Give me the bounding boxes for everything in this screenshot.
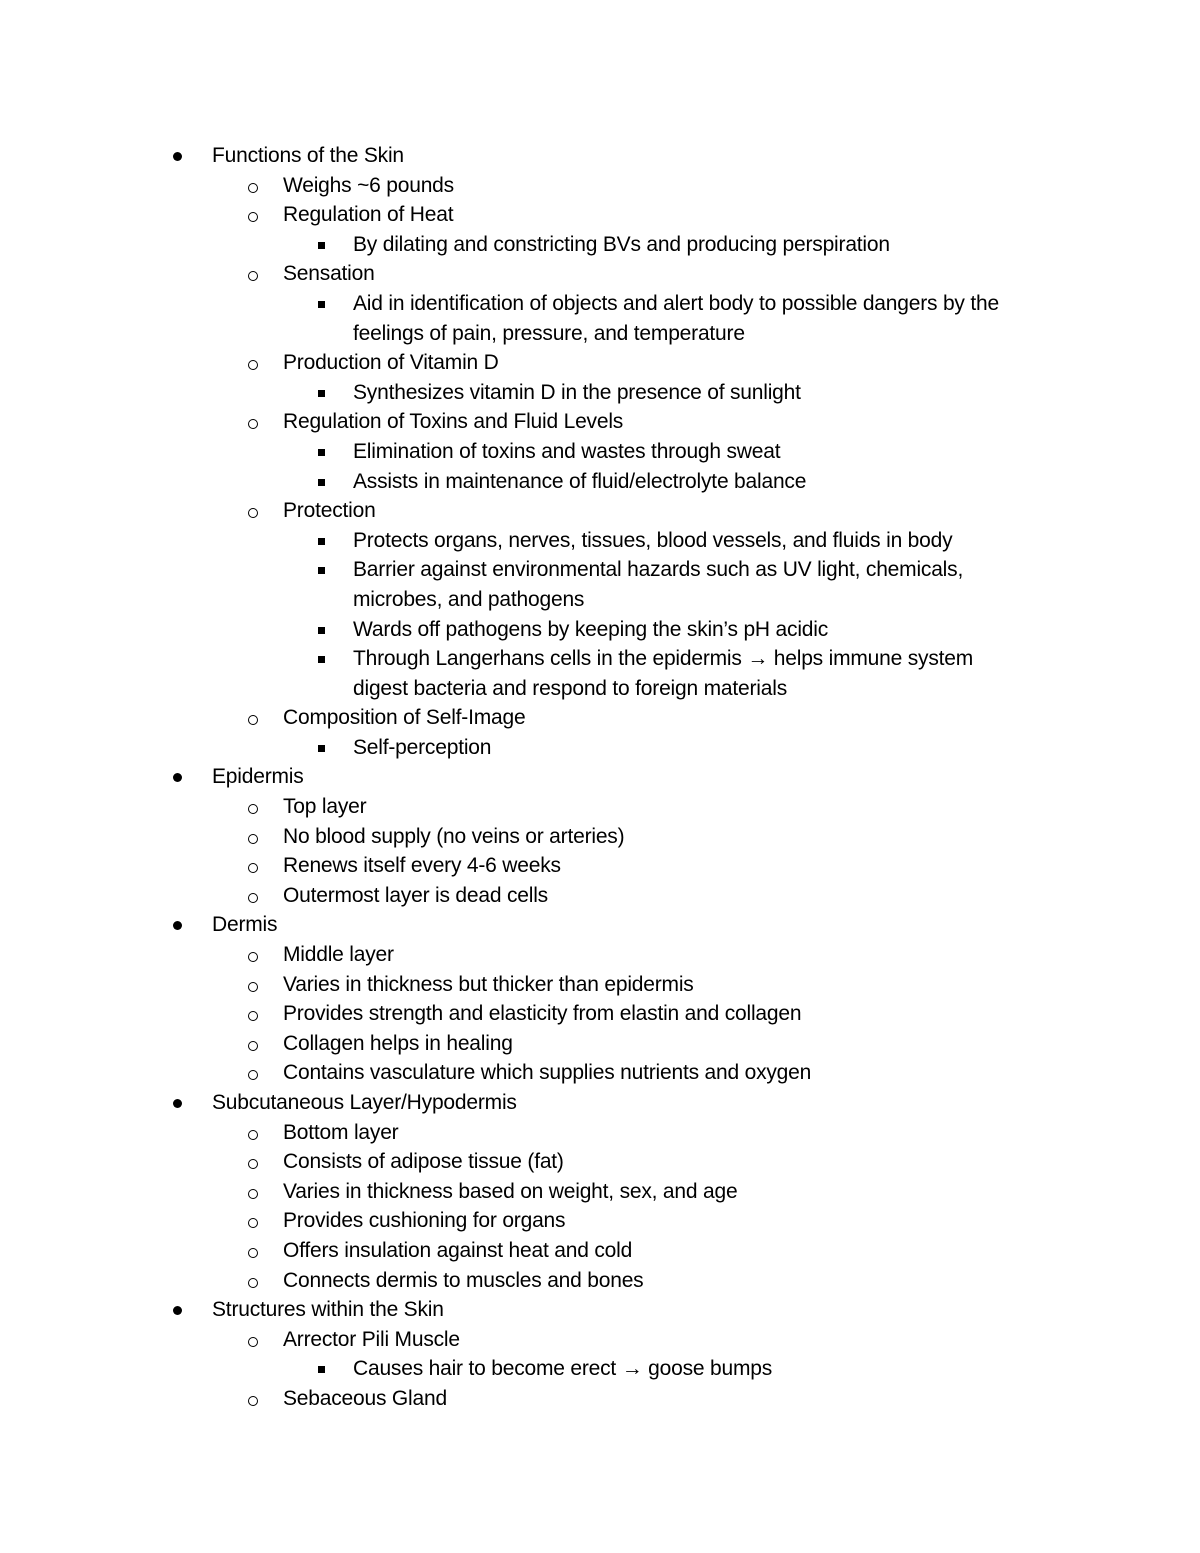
bullet-circle-icon	[248, 881, 258, 913]
outline-item-text-continuation: feelings of pain, pressure, and temperature	[353, 321, 745, 345]
outline-item-text: Epidermis	[212, 765, 304, 789]
bullet-circle-icon	[248, 200, 258, 232]
outline-item-text: No blood supply (no veins or arteries)	[283, 824, 625, 848]
outline-item-text: Arrector Pili Muscle	[283, 1327, 460, 1351]
bullet-square-icon	[318, 378, 325, 408]
outline-item-text: Bottom layer	[283, 1120, 399, 1144]
outline-item-text: Regulation of Heat	[283, 203, 454, 227]
outline-item-level-2	[0, 792, 1200, 822]
outline-item-text: Varies in thickness but thicker than epidermis	[283, 972, 694, 996]
outline-item-text: Consists of adipose tissue (fat)	[283, 1150, 564, 1174]
outline-item-level-3	[0, 437, 1200, 467]
outline-item-text-continuation: microbes, and pathogens	[353, 587, 585, 611]
bullet-circle-icon	[248, 171, 258, 203]
outline-item-text: Outermost layer is dead cells	[283, 883, 548, 907]
outline-item-level-2	[0, 881, 1200, 911]
outline-item-text: Causes hair to become erect → goose bumps	[353, 1357, 773, 1381]
bullet-square-icon	[318, 467, 325, 497]
bullet-circle-icon	[248, 1058, 258, 1090]
outline-item-level-2	[0, 1029, 1200, 1059]
bullet-circle-icon	[248, 999, 258, 1031]
outline-item-text: Provides cushioning for organs	[283, 1209, 566, 1233]
outline-item-text: Composition of Self-Image	[283, 706, 526, 730]
outline-item-text: By dilating and constricting BVs and producing perspiration	[353, 232, 890, 256]
outline-item-level-2	[0, 999, 1200, 1029]
bullet-square-icon	[318, 615, 325, 645]
bullet-square-icon	[318, 230, 325, 260]
outline-item-level-3	[0, 467, 1200, 497]
bullet-circle-icon	[248, 259, 258, 291]
outline-item-text: Renews itself every 4-6 weeks	[283, 854, 561, 878]
outline-item-level-3	[0, 733, 1200, 763]
outline-item-level-2	[0, 1236, 1200, 1266]
bullet-circle-icon	[248, 940, 258, 972]
bullet-dot-icon	[173, 141, 182, 171]
bullet-circle-icon	[248, 970, 258, 1002]
bullet-square-icon	[318, 526, 325, 556]
outline-item-level-2	[0, 822, 1200, 852]
bullet-circle-icon	[248, 1029, 258, 1061]
outline-item-text: Weighs ~6 pounds	[283, 173, 454, 197]
bullet-circle-icon	[248, 1384, 258, 1416]
outline-item-text: Assists in maintenance of fluid/electrolyte balance	[353, 469, 807, 493]
outline-item-text: Sensation	[283, 262, 375, 286]
outline-item-level-1	[0, 762, 1200, 792]
outline-item-level-3	[0, 555, 1200, 614]
outline-item-level-2	[0, 851, 1200, 881]
outline-item-text: Offers insulation against heat and cold	[283, 1238, 633, 1262]
outline-item-level-3	[0, 644, 1200, 703]
outline-item-text: Aid in identification of objects and alert body to possible dangers by the	[353, 291, 999, 315]
outline-item-level-3	[0, 615, 1200, 645]
outline-item-text: Varies in thickness based on weight, sex, and age	[283, 1179, 738, 1203]
outline-item-text: Sebaceous Gland	[283, 1386, 447, 1410]
outline-item-level-2	[0, 1206, 1200, 1236]
outline-item-level-2	[0, 171, 1200, 201]
outline-item-level-2	[0, 1118, 1200, 1148]
outline-item-level-2	[0, 1147, 1200, 1177]
bullet-dot-icon	[173, 762, 182, 792]
outline-item-text: Barrier against environmental hazards such as UV light, chemicals,	[353, 558, 964, 582]
outline-item-text: Dermis	[212, 913, 278, 937]
outline-item-text: Collagen helps in healing	[283, 1031, 513, 1055]
outline-item-text: Wards off pathogens by keeping the skin’s pH acidic	[353, 617, 829, 641]
bullet-circle-icon	[248, 1206, 258, 1238]
outline-item-text: Self-perception	[353, 735, 492, 759]
bullet-square-icon	[318, 437, 325, 467]
outline-item-level-2	[0, 348, 1200, 378]
outline-item-level-2	[0, 703, 1200, 733]
outline-item-level-2	[0, 407, 1200, 437]
outline-item-level-2	[0, 1384, 1200, 1414]
outline-item-level-3	[0, 526, 1200, 556]
outline-item-level-1	[0, 141, 1200, 171]
bullet-square-icon	[318, 555, 325, 585]
outline-item-text: Functions of the Skin	[212, 144, 404, 167]
bullet-square-icon	[318, 1354, 325, 1384]
outline-item-level-3	[0, 230, 1200, 260]
bullet-square-icon	[318, 289, 325, 319]
outline-item-text: Protects organs, nerves, tissues, blood vessels, and fluids in body	[353, 528, 953, 552]
outline-item-level-2	[0, 259, 1200, 289]
outline-item-level-3	[0, 1354, 1200, 1384]
outline-item-level-2	[0, 496, 1200, 526]
bullet-circle-icon	[248, 1147, 258, 1179]
bullet-circle-icon	[248, 703, 258, 735]
bullet-square-icon	[318, 644, 325, 674]
outline-item-level-1	[0, 1295, 1200, 1325]
outline-item-level-3	[0, 378, 1200, 408]
outline-item-text: Connects dermis to muscles and bones	[283, 1268, 644, 1292]
outline-item-level-2	[0, 940, 1200, 970]
outline-item-text: Synthesizes vitamin D in the presence of sunlight	[353, 380, 801, 404]
bullet-dot-icon	[173, 910, 182, 940]
outline-item-text: Production of Vitamin D	[283, 351, 499, 375]
outline-item-level-2	[0, 1266, 1200, 1296]
outline-item-text: Regulation of Toxins and Fluid Levels	[283, 410, 624, 434]
outline-item-level-2	[0, 1177, 1200, 1207]
bullet-circle-icon	[248, 1177, 258, 1209]
bullet-circle-icon	[248, 792, 258, 824]
outline-item-level-1	[0, 910, 1200, 940]
bullet-circle-icon	[248, 496, 258, 528]
bullet-square-icon	[318, 733, 325, 763]
bullet-circle-icon	[248, 348, 258, 380]
outline-item-level-2	[0, 200, 1200, 230]
outline-item-level-1	[0, 1088, 1200, 1118]
bullet-circle-icon	[248, 1236, 258, 1268]
bullet-dot-icon	[173, 1088, 182, 1118]
outline-item-level-2	[0, 1325, 1200, 1355]
outline-item-text: Middle layer	[283, 943, 394, 967]
outline-item-text-continuation: digest bacteria and respond to foreign materials	[353, 676, 787, 700]
outline-item-text: Top layer	[283, 795, 367, 819]
document-page	[0, 141, 1200, 1414]
bullet-circle-icon	[248, 407, 258, 439]
outline-item-level-2	[0, 970, 1200, 1000]
bullet-circle-icon	[248, 1118, 258, 1150]
outline-item-level-2	[0, 1058, 1200, 1088]
outline-item-text: Through Langerhans cells in the epidermis → helps immune system	[353, 647, 974, 671]
bullet-dot-icon	[173, 1295, 182, 1325]
bullet-circle-icon	[248, 1325, 258, 1357]
outline-item-text: Provides strength and elasticity from elastin and collagen	[283, 1002, 802, 1026]
outline-item-text: Protection	[283, 499, 376, 523]
outline-item-text: Structures within the Skin	[212, 1298, 444, 1322]
bullet-circle-icon	[248, 1266, 258, 1298]
outline-item-text: Subcutaneous Layer/Hypodermis	[212, 1091, 517, 1114]
outline-item-text: Elimination of toxins and wastes through sweat	[353, 439, 781, 463]
bullet-circle-icon	[248, 851, 258, 883]
outline-item-level-3	[0, 289, 1200, 348]
bullet-circle-icon	[248, 822, 258, 854]
outline-item-text: Contains vasculature which supplies nutrients and oxygen	[283, 1061, 812, 1085]
